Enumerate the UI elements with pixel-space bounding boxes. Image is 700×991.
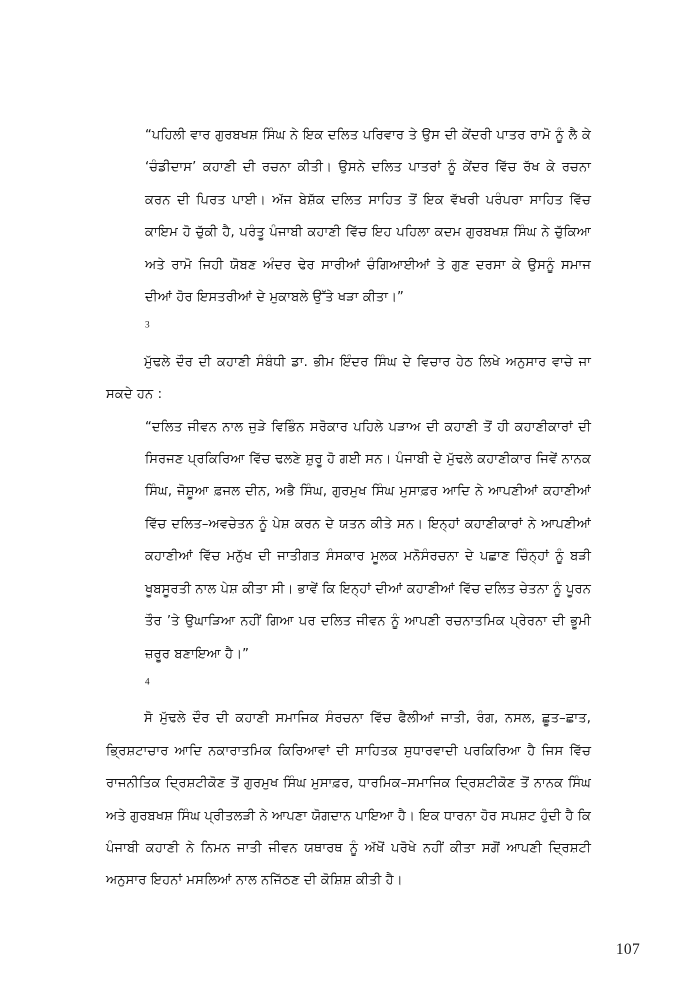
paragraph-2-text: ਸੋ ਮੁੱਢਲੇ ਦੌਰ ਦੀ ਕਹਾਣੀ ਸਮਾਜਿਕ ਸੰਰਚਨਾ ਵਿੱਚ ਫੈਲੀਆਂ ਜਾਤੀ, ਰੰਗ, ਨਸਲ, ਛੂਤ–ਛਾਤ, ਭ੍ਰਿਸ਼ਟਾਚਾਰ ਆਦਿ ਨਕਾਰਾਤਮਿਕ ਕਿਰਿਆਵਾਂ ਦੀ ਸਾਹਿਤਕ ਸੁਧਾਰਵਾਦੀ ਪਰਕਿਰਿਆ ਹੈ ਜਿਸ ਵਿੱਚ ਰਾਜਨੀਤਿਕ ਦ੍ਰਿਸ਼ਟੀਕੋਣ ਤੋਂ ਗੁਰਮੁਖ ਸਿੰਘ ਮੁਸਾਫ਼ਰ, ਧਾਰਮਿਕ–ਸਮਾਜਿਕ ਦ੍ਰਿਸ਼ਟੀਕੋਣ ਤੋਂ ਨਾਨਕ ਸਿੰਘ ਅਤੇ ਗੁਰਬਖਸ਼ ਸਿੰਘ ਪ੍ਰੀਤਲੜੀ ਨੇ ਆਪਣਾ ਯੋਗਦਾਨ ਪਾਇਆ ਹੈ। ਇਕ ਧਾਰਨਾ ਹੋਰ ਸਪਸ਼ਟ ਹੁੰਦੀ ਹੈ ਕਿ ਪੰਜਾਬੀ ਕਹਾਣੀ ਨੇ ਨਿਮਨ ਜਾਤੀ ਜੀਵਨ ਯਥਾਰਥ ਨੂੰ ਅੱਖੋਂ ਪਰੋਖੇ ਨਹੀਂ ਕੀਤਾ ਸਗੋਂ ਆਪਣੀ ਦ੍ਰਿਸ਼ਟੀ ਅਨੁਸਾਰ ਇਹਨਾਂ ਮਸਲਿਆਂ ਨਾਲ ਨਜਿੱਠਣ ਦੀ ਕੋਸ਼ਿਸ਼ ਕੀਤੀ ਹੈ। <box>106 711 591 889</box>
blockquote-1-body: “ਪਹਿਲੀ ਵਾਰ ਗੁਰਬਖਸ਼ ਸਿੰਘ ਨੇ ਇਕ ਦਲਿਤ ਪਰਿਵਾਰ ਤੇ ਉਸ ਦੀ ਕੇਂਦਰੀ ਪਾਤਰ ਰਾਮੋ ਨੂੰ ਲੈ ਕੇ ‘ਚੰਡੀਦਾਸ’ ਕਹਾਣੀ ਦੀ ਰਚਨਾ ਕੀਤੀ। ਉਸਨੇ ਦਲਿਤ ਪਾਤਰਾਂ ਨੂੰ ਕੇਂਦਰ ਵਿੱਚ ਰੱਖ ਕੇ ਰਚਨਾ ਕਰਨ ਦੀ ਪਿਰਤ ਪਾਈ। ਅੱਜ ਬੇਸ਼ੱਕ ਦਲਿਤ ਸਾਹਿਤ ਤੋਂ ਇਕ ਵੱਖਰੀ ਪਰੰਪਰਾ ਸਾਹਿਤ ਵਿੱਚ ਕਾਇਮ ਹੋ ਚੁੱਕੀ ਹੈ, ਪਰੰਤੂ ਪੰਜਾਬੀ ਕਹਾਣੀ ਵਿੱਚ ਇਹ ਪਹਿਲਾ ਕਦਮ ਗੁਰਬਖਸ਼ ਸਿੰਘ ਨੇ ਚੁੱਕਿਆ ਅਤੇ ਰਾਮੋ ਜਿਹੀ ਯੋਬਣ ਅੰਦਰ ਢੇਰ ਸਾਰੀਆਂ ਚੰਗਿਆਈਆਂ ਤੇ ਗੁਣ ਦਰਸਾ ਕੇ ਉਸਨੂੰ ਸਮਾਜ ਦੀਆਂ ਹੋਰ ਇਸਤਰੀਆਂ ਦੇ ਮੁਕਾਬਲੇ ਉੱਤੇ ਖੜਾ ਕੀਤਾ।” <box>145 128 591 306</box>
blockquote-1 <box>106 120 591 347</box>
page-number: 107 <box>615 941 640 958</box>
blockquote-2-body: “ਦਲਿਤ ਜੀਵਨ ਨਾਲ ਜੁੜੇ ਵਿਭਿੰਨ ਸਰੋਕਾਰ ਪਹਿਲੇ ਪੜਾਅ ਦੀ ਕਹਾਣੀ ਤੋਂ ਹੀ ਕਹਾਣੀਕਾਰਾਂ ਦੀ ਸਿਰਜਣ ਪ੍ਰਕਿਰਿਆ ਵਿੱਚ ਢਲਣੇ ਸ਼ੁਰੂ ਹੋ ਗਈੇ ਸਨ। ਪੰਜਾਬੀ ਦੇ ਮੁੱਢਲੇ ਕਹਾਣੀਕਾਰ ਜਿਵੇਂ ਨਾਨਕ ਸਿੰਘ, ਜੋਸ਼ੂਆ ਫ਼ਜਲ ਦੀਨ, ਅਭੈ ਸਿੰਘ, ਗੁਰਮੁਖ ਸਿੰਘ ਮੁਸਾਫ਼ਰ ਆਦਿ ਨੇ ਆਪਣੀਆਂ ਕਹਾਣੀਆਂ ਵਿੱਚ ਦਲਿਤ–ਅਵਚੇਤਨ ਨੂੰ ਪੇਸ਼ ਕਰਨ ਦੇ ਯਤਨ ਕੀਤੇ ਸਨ। ਇਨ੍ਹਾਂ ਕਹਾਣੀਕਾਰਾਂ ਨੇ ਆਪਣੀਆਂ ਕਹਾਣੀਆਂ ਵਿੱਚ ਮਨੁੱਖ ਦੀ ਜਾਤੀਗਤ ਸੰਸਕਾਰ ਮੂਲਕ ਮਨੋਸੰਰਚਨਾ ਦੇ ਪਛਾਣ ਚਿੰਨ੍ਹਾਂ ਨੂੰ ਬੜੀ ਖੂਬਸੂਰਤੀ ਨਾਲ ਪੇਸ਼ ਕੀਤਾ ਸੀ। ਭਾਵੇਂ ਕਿ ਇਨ੍ਹਾਂ ਦੀਆਂ ਕਹਾਣੀਆਂ ਵਿੱਚ ਦਲਿਤ ਚੇਤਨਾ ਨੂੰ ਪੂਰਨ ਤੌਰ ’ਤੇ ਉਘਾੜਿਆ ਨਹੀਂ ਗਿਆ ਪਰ ਦਲਿਤ ਜੀਵਨ ਨੂੰ ਆਪਣੀ ਰਚਨਾਤਮਿਕ ਪ੍ਰੇਰਨਾ ਦੀ ਭੂਮੀ ਜ਼ਰੂਰ ਬਣਾਇਆ ਹੈ।” <box>145 419 591 662</box>
blockquote-2-text <box>145 412 591 704</box>
paragraph-1-text: ਮੁੱਢਲੇ ਦੌਰ ਦੀ ਕਹਾਣੀ ਸੰਬੰਧੀ ਡਾ. ਭੀਮ ਇੰਦਰ ਸਿੰਘ ਦੇ ਵਿਚਾਰ ਹੇਠ ਲਿਖੇ ਅਨੁਸਾਰ ਵਾਚੇ ਜਾ ਸਕਦੇ ਹਨ : <box>106 354 591 403</box>
blockquote-2 <box>106 412 591 704</box>
footnote-marker: 3 <box>145 320 150 331</box>
paragraph-1 <box>106 347 591 412</box>
paragraph-2 <box>106 703 591 897</box>
footnote-marker: 4 <box>145 676 150 687</box>
page-body <box>106 120 591 898</box>
blockquote-1-text <box>145 120 591 347</box>
